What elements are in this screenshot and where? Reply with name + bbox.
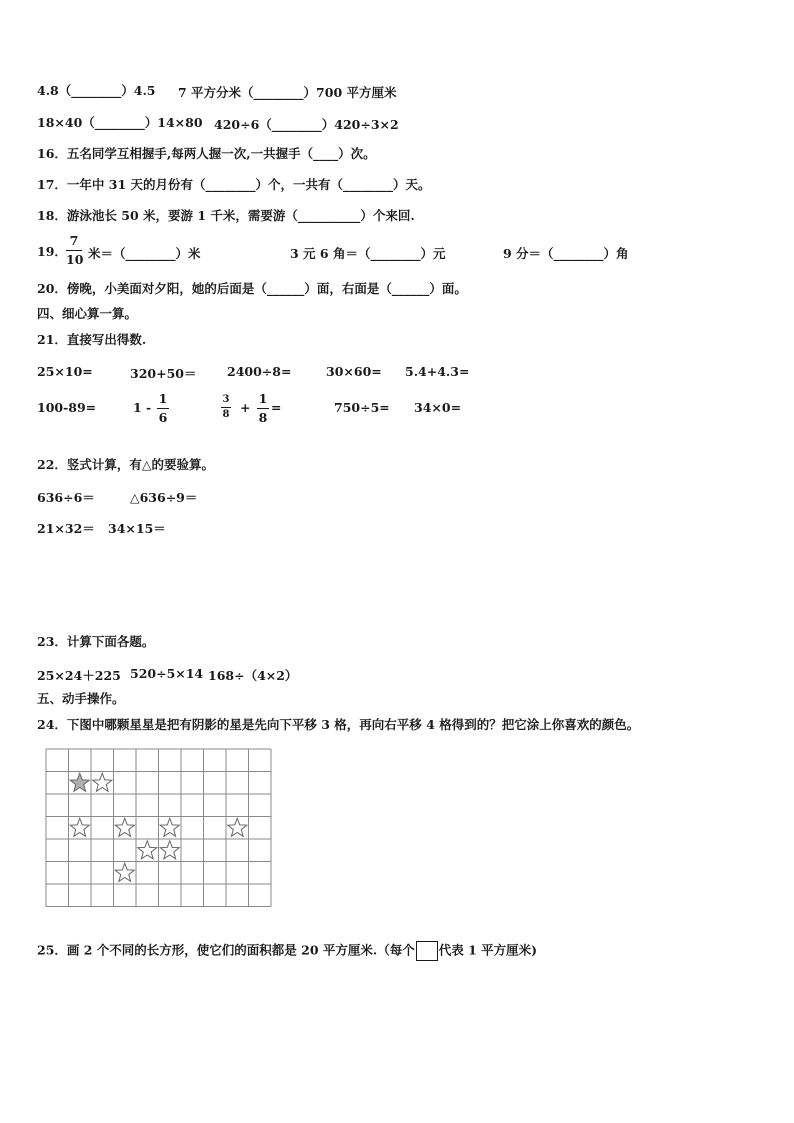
unit-square-icon <box>416 941 438 961</box>
calc-item: 25×10= <box>37 364 93 379</box>
shaded-star-icon <box>70 773 89 791</box>
question-19-number: 19． <box>37 244 67 259</box>
compare-row-2b: 420÷6（________）420÷3×2 <box>214 117 399 132</box>
star-icon <box>160 818 179 836</box>
star-icon <box>160 841 179 859</box>
calc-item: 320+50＝ <box>130 366 197 381</box>
question-25-text-end: 代表 1 平方厘米) <box>438 942 538 958</box>
fraction-numerator: 1 <box>158 391 168 406</box>
vertical-calc-item: 34×15＝ <box>108 521 166 536</box>
star-grid <box>45 748 273 920</box>
star-icon <box>138 841 157 859</box>
calc-expression: 25×24＋225 <box>37 668 121 683</box>
compare-row-2a: 18×40（________）14×80 <box>37 115 203 130</box>
section-5-heading: 五、动手操作。 <box>37 691 125 706</box>
calc-item: 5.4+4.3= <box>405 364 470 379</box>
star-icon <box>228 818 247 836</box>
calc-expression: 168÷（4×2） <box>208 668 298 683</box>
vertical-calc-item: △636÷9＝ <box>130 490 198 505</box>
question-24: 24．下图中哪颗星星是把有阴影的星是先向下平移 3 格，再向右平移 4 格得到的？把它涂上你喜欢的颜色。 <box>37 717 640 732</box>
compare-row-1a: 4.8（________）4.5 <box>37 83 156 98</box>
question-21: 21．直接写出得数. <box>37 332 147 347</box>
calc-item: 34×0= <box>414 400 462 415</box>
fraction-bar <box>221 407 231 408</box>
fraction-denominator: 8 <box>222 409 230 420</box>
vertical-calc-item: 636÷6＝ <box>37 490 95 505</box>
calc-expression: 520÷5×14 <box>130 666 204 681</box>
fraction-denominator: 6 <box>158 410 168 425</box>
fraction-denominator: 8 <box>258 410 268 425</box>
question-25-text: 25．画 2 个不同的长方形，使它们的面积都是 20 平方厘米.（每个 <box>37 942 415 958</box>
question-19-part-a: 米＝（________）米 <box>88 246 201 261</box>
section-4-heading: 四、细心算一算。 <box>37 306 138 321</box>
question-25 <box>37 941 537 961</box>
q19-fraction-bar <box>66 250 82 251</box>
calc-item: 750÷5= <box>334 400 390 415</box>
fraction-1-8 <box>257 391 269 426</box>
star-icon <box>115 818 134 836</box>
q19-fraction-denominator: 10 <box>66 252 84 267</box>
plus-sign: + <box>240 400 251 415</box>
question-20: 20．傍晚，小美面对夕阳，她的后面是（______）面，右面是（______）面。 <box>37 281 467 296</box>
fraction-numerator: 1 <box>258 391 268 406</box>
equals-sign: = <box>271 400 282 415</box>
fraction-bar <box>157 408 169 409</box>
q19-fraction-numerator: 7 <box>69 233 79 248</box>
star-icon <box>115 863 134 881</box>
calc-item: 30×60= <box>326 364 382 379</box>
fraction-1-6 <box>157 391 169 426</box>
question-23: 23．计算下面各题。 <box>37 634 155 649</box>
compare-row-1b: 7 平方分米（________）700 平方厘米 <box>178 85 397 100</box>
fraction-numerator: 3 <box>222 394 230 405</box>
fraction-bar <box>257 408 269 409</box>
question-22: 22．竖式计算，有△的要验算。 <box>37 457 215 472</box>
star-icon <box>93 773 112 791</box>
q19-fraction <box>66 233 82 268</box>
question-19-part-c: 9 分＝（________）角 <box>503 246 629 261</box>
fraction-3-8 <box>221 394 231 421</box>
calc-item: 100-89= <box>37 400 97 415</box>
question-19-part-b: 3 元 6 角＝（________）元 <box>290 246 446 261</box>
calc-item: 2400÷8= <box>227 364 292 379</box>
vertical-calc-item: 21×32＝ <box>37 521 95 536</box>
question-17: 17．一年中 31 天的月份有（________）个，一共有（________）天。 <box>37 177 431 192</box>
question-18: 18．游泳池长 50 米，要游 1 千米，需要游（__________）个来回. <box>37 208 415 223</box>
calc-item-prefix: 1 - <box>133 400 152 415</box>
star-icon <box>70 818 89 836</box>
question-16: 16．五名同学互相握手,每两人握一次,一共握手（____）次。 <box>37 146 376 161</box>
